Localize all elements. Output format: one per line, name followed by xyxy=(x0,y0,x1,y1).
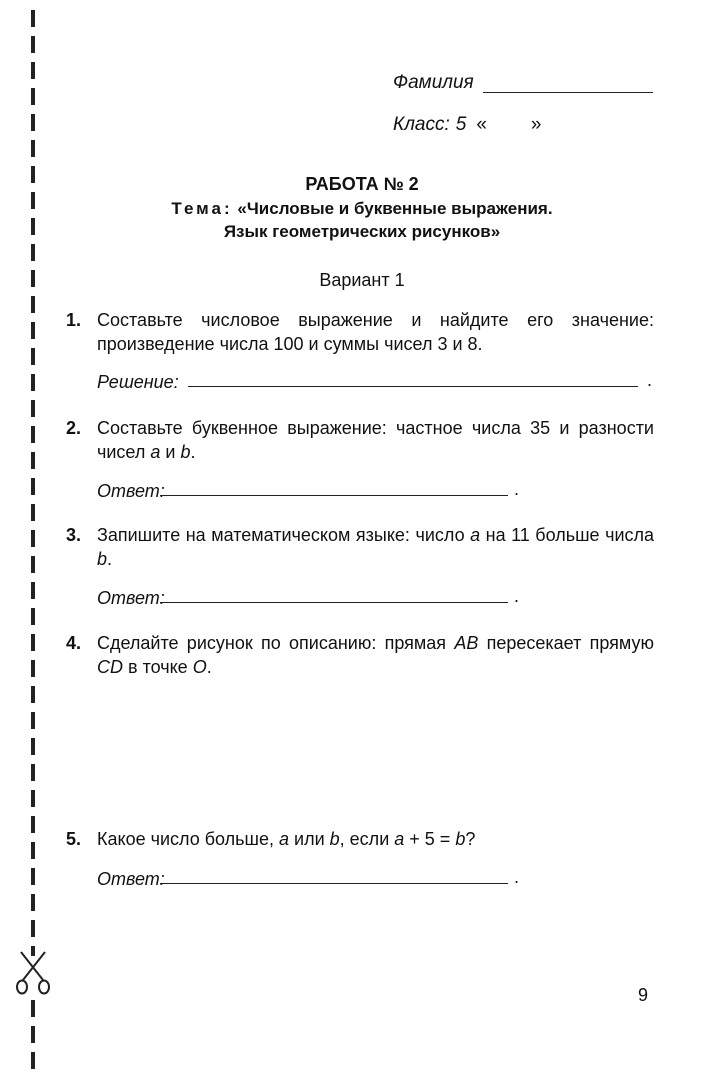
task-text: Сделайте рисунок по описанию: прямая AB пересекает прямую CD в точке O. xyxy=(97,633,654,677)
cut-line-top xyxy=(31,10,35,956)
task-1-answer-line[interactable] xyxy=(188,386,638,387)
task-number: 4. xyxy=(66,633,82,653)
task-text: Составьте числовое выражение и найдите его значение: произведение числа 100 и суммы чисел 3 и 8. xyxy=(97,310,654,354)
klass-label: Класс: xyxy=(393,114,450,135)
task-1-answer-period: . xyxy=(647,370,653,390)
klass-value: 5 xyxy=(455,114,467,135)
task-3-answer-line[interactable] xyxy=(160,602,508,603)
tema-label: Тема: xyxy=(171,199,233,218)
cut-line-bottom xyxy=(31,1000,35,1070)
task-text: Составьте буквенное выражение: частное числа 35 и разности чисел a и b. xyxy=(97,418,654,462)
tema-line-2: Язык геометрических рисунков» xyxy=(223,222,501,241)
task-number: 5. xyxy=(66,829,82,849)
klass-open-quote: « xyxy=(476,114,487,135)
scissors-icon xyxy=(15,950,51,996)
task-number: 1. xyxy=(66,310,82,330)
task-5-answer-label: Ответ: xyxy=(97,869,165,889)
klass-close-quote: » xyxy=(530,114,542,135)
task-4 xyxy=(66,631,654,679)
tema-line-1 xyxy=(0,199,724,219)
familia-input-line[interactable] xyxy=(483,92,653,93)
task-4-drawing-area[interactable] xyxy=(97,690,652,810)
task-3-answer-period: . xyxy=(514,586,520,606)
work-title: РАБОТА № 2 xyxy=(305,174,419,194)
task-3-answer-label: Ответ: xyxy=(97,588,165,608)
task-text: Какое число больше, a или b, если a + 5 = b? xyxy=(97,829,476,849)
klass-field xyxy=(393,114,542,136)
task-5 xyxy=(66,827,654,851)
task-5-answer-period: . xyxy=(514,867,520,887)
task-2-answer-label: Ответ: xyxy=(97,481,165,501)
task-1-answer-label: Решение: xyxy=(97,372,179,392)
task-number: 3. xyxy=(66,525,82,545)
task-5-answer-line[interactable] xyxy=(160,883,508,884)
task-number: 2. xyxy=(66,418,82,438)
task-2 xyxy=(66,416,654,464)
task-2-answer-period: . xyxy=(514,479,520,499)
task-text: Запишите на математическом языке: число a на 11 больше числа b. xyxy=(97,525,655,569)
variant-label: Вариант 1 xyxy=(319,270,405,290)
task-2-answer-line[interactable] xyxy=(160,495,508,496)
tema-text-1: «Числовые и буквенные выражения. xyxy=(237,199,553,218)
familia-label: Фамилия xyxy=(393,72,474,93)
page-number: 9 xyxy=(638,985,649,1005)
task-1 xyxy=(66,308,654,356)
task-3 xyxy=(66,523,654,571)
